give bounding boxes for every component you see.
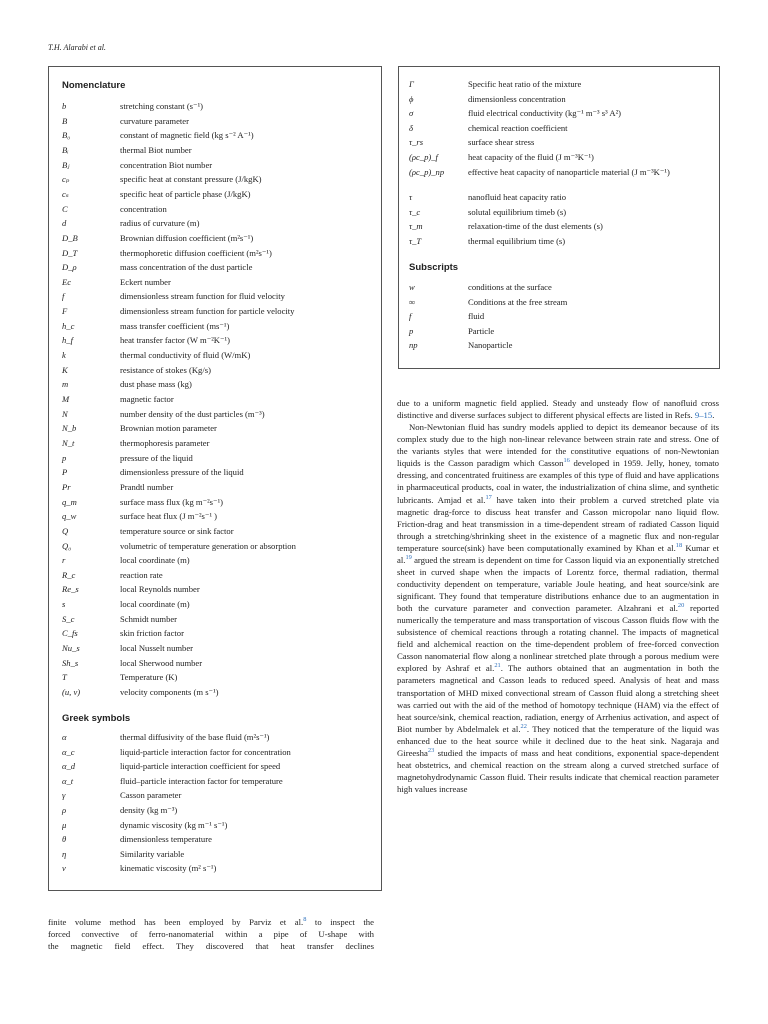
symbol-definition: local Nusselt number: [120, 643, 194, 654]
symbol-definition: dynamic viscosity (kg m⁻¹ s⁻¹): [120, 819, 228, 830]
symbol-definition: liquid-particle interaction coefficient for speed: [120, 761, 281, 772]
symbol: m: [62, 379, 69, 390]
symbol-definition: fluid: [468, 311, 485, 322]
symbol: np: [409, 340, 418, 351]
symbol: ρ: [62, 805, 67, 815]
symbol: τ_T: [409, 236, 422, 246]
nomenclature-box: [48, 66, 382, 891]
symbol: Q₀: [62, 540, 72, 551]
symbol-definition: Similarity variable: [120, 848, 185, 859]
symbol-definition: concentration Biot number: [120, 159, 213, 170]
symbol-definition: local coordinate (m): [120, 555, 190, 566]
symbol: α_d: [62, 761, 76, 772]
symbol-definition: Eckert number: [120, 276, 171, 287]
symbol: T: [62, 672, 67, 683]
body-text-right: [397, 397, 719, 795]
symbol: s: [62, 599, 66, 610]
symbol-definition: dimensionless pressure of the liquid: [120, 467, 244, 478]
symbol: h_c: [62, 320, 75, 331]
symbol-definition: dimensionless concentration: [468, 93, 566, 104]
symbol-definition: nanofluid heat capacity ratio: [468, 192, 567, 203]
symbol: N: [62, 408, 68, 419]
symbol-definition: reaction rate: [120, 569, 163, 580]
symbol: Bⱼ: [62, 159, 70, 170]
citation-link[interactable]: 19: [405, 553, 412, 561]
symbol: r: [62, 555, 66, 566]
symbol-definition: Brownian diffusion coefficient (m²s⁻¹): [120, 232, 254, 243]
citation-link[interactable]: 21: [494, 662, 501, 670]
symbol: (u, v): [62, 687, 81, 697]
symbol: τ: [409, 192, 413, 203]
citation-link[interactable]: 18: [675, 541, 683, 549]
symbol: (ρc_p)_f: [409, 152, 438, 162]
symbol-definition: local coordinate (m): [120, 599, 190, 610]
symbol: C: [62, 203, 68, 214]
symbol-definition: heat transfer factor (W m⁻²K⁻¹): [120, 335, 230, 346]
symbol-definition: Schmidt number: [120, 613, 178, 624]
symbol-definition: thermal equilibrium time (s): [468, 236, 566, 246]
symbol-definition: Nanoparticle: [468, 340, 513, 351]
symbol-definition: surface heat flux (J m⁻²s⁻¹ ): [120, 511, 218, 522]
symbol: N_t: [62, 437, 75, 448]
symbol: f: [409, 311, 412, 322]
symbol-definition: density (kg m⁻³): [120, 805, 178, 815]
symbol-definition: magnetic factor: [120, 394, 174, 404]
symbol: F: [62, 306, 68, 317]
citation-link[interactable]: 17: [485, 493, 492, 501]
symbol: η: [62, 848, 67, 859]
symbol-definition: temperature source or sink factor: [120, 525, 234, 536]
symbol-definition: heat capacity of the fluid (J m⁻³K⁻¹): [468, 152, 594, 162]
symbol-definition: dust phase mass (kg): [120, 379, 192, 390]
symbol-definition: Temperature (K): [120, 672, 178, 683]
symbol: ϕ: [409, 93, 414, 104]
symbol-definition: stretching constant (s⁻¹): [120, 101, 204, 111]
symbol-definition: velocity components (m s⁻¹): [120, 687, 219, 697]
symbol: f: [62, 291, 65, 302]
symbol: α: [62, 732, 67, 742]
paragraph: due to a uniform magnetic field applied. Steady and unsteady flow of nanofluid cross distinctive and diverse surfaces subject to different physical effects are listed in Refs. 9–15.: [397, 398, 719, 421]
symbol: γ: [62, 790, 66, 801]
symbol: Bᵢ: [62, 144, 69, 155]
symbol-definition: mass concentration of the dust particle: [120, 262, 253, 273]
symbol: (ρc_p)_np: [409, 166, 445, 177]
symbol-definition: fluid electrical conductivity (kg⁻¹ m⁻³ s³ A²): [468, 108, 622, 119]
symbol-definition: skin friction factor: [120, 628, 184, 639]
paragraph: Non-Newtonian fluid has sundry models applied to depict its demeanor because of its complex study due to the high non-linear relevance between strain rate and stress. One of the variants styles that were intended for the constitutive equations of non-Newtonian liquids is the Casson paradigm which Casson$^{16}$ developed in 1959. Jelly, honey, tomato dressing, and concentrated fruitiness are examples of this type of fluid and have applications in pharmaceutical products, coal in water, the industrialization of china slime, and synthetic lubricants. Amjad et al.$^{17}$ have taken into their problem a curved stretched plate via magnetic drag-force to discuss heat transfer and Casson micropolar nano liquid flow. Friction-drag and heat transmission in a time-dependent stream of radiated Casson liquid through a stretching/shrinking sheet in the existence of a magnetic flux and non-regular temperature source(sink) have been computationally examined by Khan et al.$^{18}$ Kumar et al.$^{19}$ argued the stream is dependent on time for Casson liquid via an exponentially stretched sheet in curved shape when the impacts of Lorentz force, thermal radiation, thermal conductivity dependent on temperature, variable Joule heating, and heat source/sink are significant. They found that temperature distributions enhance due to an augmentation in both the curvature parameter and convection parameter. Alzahrani et al.$^{20}$ reported numerically the temperature and mass transportation of viscous Casson fluids flow with the subsistence of chemical reactions through a rotating channel. The impacts of magnetical field and alchemical reaction on the time-dependent problem of free-forced convection Casson nanomaterial flow along a nonlinear stretched plate through a porous medium were explored by Ashraf et al.$^{21}$. The authors obtained that an augmentation in both the parameters magnetical and Casson leads to reduced speed. Analysis of heat and mass transportation of MHD mixed convectional stream of Casson fluid along a stretching sheet was carried out with the aid of the method of homotopy technique (HAM) via the effect of heat source/sink, chemical reaction, radiation, energy of Arrhenius activation, and aspect of Biot number by Abdelmalek et al.$^{22}$. They noticed that the temperature of the liquid was enhanced due to the heat source while it declined due to the heat sink. Nagaraja and Gireesha$^{23}$ studied the impacts of mass and heat conditions, exponential space-dependent heat obstetrics, and chemical reaction on the stream along a curved stretched surface of magnetohydrodynamic Casson fluid. Their results indicate that chemical reaction parameter high values increase: [397, 422, 719, 794]
symbol: ν: [62, 863, 66, 874]
symbol-definition: solutal equilibrium timeb (s): [468, 206, 567, 217]
symbol: K: [62, 364, 68, 375]
symbol-definition: conditions at the surface: [468, 282, 552, 292]
symbol-definition: Brownian motion parameter: [120, 423, 217, 434]
symbol-definition: curvature parameter: [120, 115, 189, 126]
symbol: Pr: [62, 481, 71, 492]
symbol: α_t: [62, 775, 74, 786]
symbol-definition: specific heat of particle phase (J/kgK): [120, 188, 251, 199]
symbol: N_b: [62, 423, 77, 434]
symbol: D_ρ: [62, 262, 77, 273]
symbol-definition: effective heat capacity of nanoparticle material (J m⁻³K⁻¹): [468, 166, 670, 177]
symbol-definition: relaxation-time of the dust elements (s): [468, 221, 603, 232]
symbol: δ: [409, 122, 413, 133]
symbol: B₀: [62, 130, 71, 141]
symbol: d: [62, 218, 67, 229]
symbol: Γ: [409, 79, 414, 89]
symbol-definition: kinematic viscosity (m² s⁻¹): [120, 863, 217, 874]
citation-link[interactable]: 23: [427, 746, 435, 754]
symbol-definition: specific heat at constant pressure (J/kgK): [120, 174, 262, 185]
symbol: D_T: [62, 247, 78, 258]
symbol: ∞: [409, 296, 416, 307]
symbol-definition: volumetric of temperature generation or absorption: [120, 540, 296, 551]
symbol-definition: radius of curvature (m): [120, 218, 200, 229]
symbol-definition: number density of the dust particles (m⁻³): [120, 408, 265, 419]
symbol-definition: surface mass flux (kg m⁻²s⁻¹): [120, 496, 224, 507]
symbol: p: [409, 325, 414, 336]
symbol-definition: Particle: [468, 325, 495, 336]
symbol-definition: Prandtl number: [120, 481, 174, 492]
symbol: Re_s: [62, 584, 79, 595]
citation-link[interactable]: 8: [303, 916, 307, 924]
symbol: Q: [62, 525, 69, 536]
symbol: Ec: [62, 276, 72, 287]
symbol: cₚ: [62, 174, 70, 185]
symbol-definition: Conditions at the free stream: [468, 296, 568, 307]
symbol-definition: constant of magnetic field (kg s⁻² A⁻¹): [120, 130, 254, 141]
citation-link[interactable]: 20: [677, 602, 685, 610]
citation-link[interactable]: 16: [563, 457, 570, 465]
symbol: b: [62, 101, 67, 111]
symbol-definition: thermal conductivity of fluid (W/mK): [120, 350, 251, 361]
symbol-definition: concentration: [120, 203, 167, 214]
symbol-definition: thermophoretic diffusion coefficient (m²s⁻¹): [120, 247, 272, 258]
symbol: P: [62, 467, 68, 478]
symbol: q_w: [62, 511, 77, 522]
symbol: Nu_s: [62, 643, 80, 654]
symbol: q_m: [62, 496, 77, 507]
symbol-definition: Specific heat ratio of the mixture: [468, 79, 582, 89]
symbol: σ: [409, 108, 414, 119]
citation-link[interactable]: 22: [520, 722, 527, 730]
nomenclature-title: Nomenclature: [62, 80, 126, 91]
symbol: B: [62, 115, 68, 126]
running-head: T.H. Alarabi et al.: [48, 43, 106, 52]
symbol: S_c: [62, 613, 75, 624]
symbol-definition: chemical reaction coefficient: [468, 122, 568, 133]
symbol: τ_c: [409, 206, 421, 217]
symbol-definition: local Reynolds number: [120, 584, 200, 595]
greek-symbols-continued-box: [398, 66, 720, 369]
symbol: p: [62, 452, 67, 463]
symbol-definition: resistance of stokes (Kg/s): [120, 364, 211, 375]
symbol: μ: [62, 819, 67, 830]
symbol-definition: mass transfer coefficient (ms⁻¹): [120, 320, 230, 331]
symbol-definition: dimensionless stream function for particle velocity: [120, 306, 295, 317]
symbol-definition: Casson parameter: [120, 790, 182, 801]
symbol: cₛ: [62, 188, 69, 199]
body-text-left: finite volume method has been employed by Parviz et al.$^8$ to inspect the forced convective of ferro-nanomaterial within a pipe of U-shape with the magnetic field effect. They discovered that heat transfer declines: [48, 916, 375, 952]
symbol: k: [62, 350, 66, 361]
symbol-definition: fluid–particle interaction factor for temperature: [120, 775, 283, 786]
symbol: C_fs: [62, 628, 78, 639]
symbol-definition: thermal Biot number: [120, 144, 192, 155]
symbol-definition: pressure of the liquid: [120, 452, 193, 463]
symbol: τ_rs: [409, 137, 424, 148]
symbol-definition: liquid-particle interaction factor for concentration: [120, 746, 291, 757]
symbol-definition: dimensionless temperature: [120, 834, 212, 845]
symbol-definition: surface shear stress: [468, 137, 535, 148]
symbol: w: [409, 282, 415, 292]
subscripts-title: Subscripts: [409, 262, 459, 273]
symbol-definition: thermal diffusivity of the base fluid (m²s⁻¹): [120, 732, 270, 742]
greek-symbols-title: Greek symbols: [62, 713, 131, 724]
symbol-definition: thermophoresis parameter: [120, 437, 210, 448]
symbol-definition: local Sherwood number: [120, 657, 203, 668]
symbol: τ_m: [409, 221, 423, 232]
symbol-definition: dimensionless stream function for fluid velocity: [120, 291, 285, 302]
symbol: h_f: [62, 335, 73, 346]
references-link[interactable]: 9–15: [694, 410, 713, 421]
symbol: α_c: [62, 746, 75, 757]
symbol: θ: [62, 834, 67, 845]
symbol: D_B: [62, 232, 78, 243]
symbol: R_c: [62, 569, 76, 580]
symbol: M: [62, 394, 70, 404]
symbol: Sh_s: [62, 657, 79, 668]
